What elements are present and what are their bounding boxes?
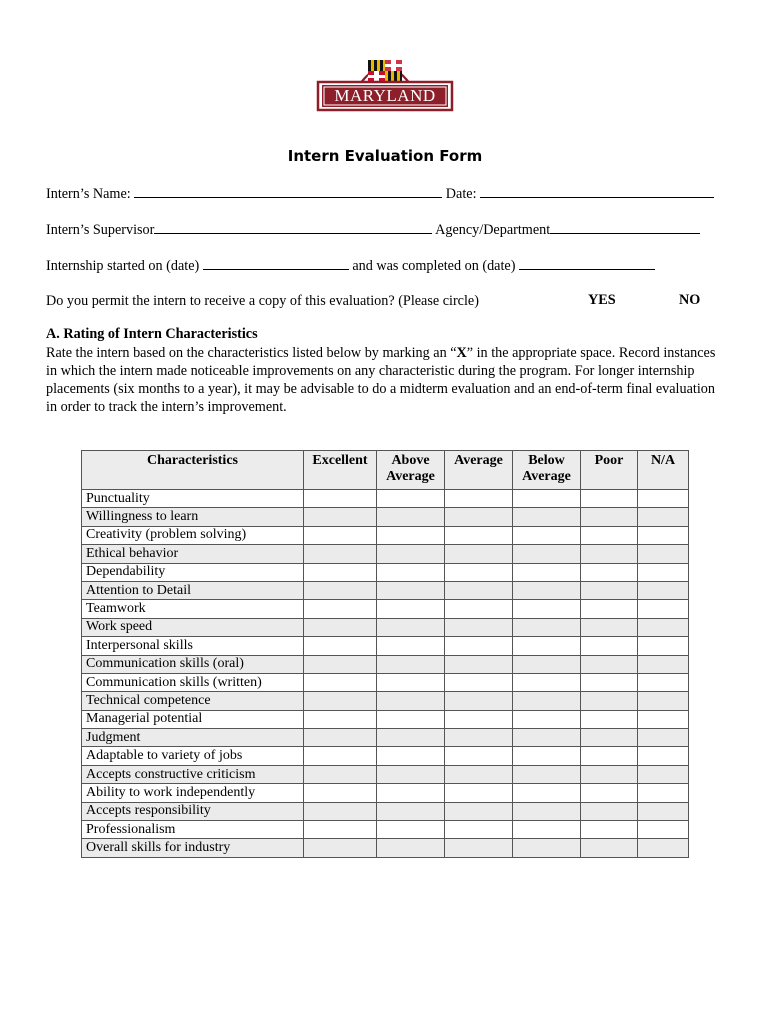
rating-cell-above-average[interactable]: [377, 545, 445, 563]
rating-cell-na[interactable]: [638, 600, 689, 618]
characteristic-label: Adaptable to variety of jobs: [82, 747, 304, 765]
characteristic-label: Judgment: [82, 729, 304, 747]
rating-cell-average[interactable]: [445, 765, 513, 783]
table-row: [82, 747, 689, 765]
characteristic-label: Interpersonal skills: [82, 637, 304, 655]
rating-cell-average[interactable]: [445, 637, 513, 655]
rating-cell-na[interactable]: [638, 692, 689, 710]
rating-cell-below-average[interactable]: [513, 563, 581, 581]
supervisor-field[interactable]: [154, 220, 432, 234]
rating-cell-below-average[interactable]: [513, 673, 581, 691]
rating-cell-poor[interactable]: [581, 747, 638, 765]
characteristic-label: Accepts responsibility: [82, 802, 304, 820]
rating-cell-below-average[interactable]: [513, 508, 581, 526]
rating-cell-below-average[interactable]: [513, 821, 581, 839]
rating-cell-average[interactable]: [445, 618, 513, 636]
completed-label: and was completed on (date): [352, 258, 516, 274]
rating-cell-excellent[interactable]: [304, 637, 377, 655]
supervisor-label: Intern’s Supervisor: [46, 222, 155, 238]
rating-cell-below-average[interactable]: [513, 637, 581, 655]
table-row: [82, 581, 689, 599]
table-row: [82, 821, 689, 839]
rating-cell-above-average[interactable]: [377, 729, 445, 747]
rating-cell-poor[interactable]: [581, 563, 638, 581]
rating-cell-poor[interactable]: [581, 655, 638, 673]
rating-cell-below-average[interactable]: [513, 784, 581, 802]
table-row: [82, 545, 689, 563]
rating-cell-poor[interactable]: [581, 765, 638, 783]
characteristic-label: Willingness to learn: [82, 508, 304, 526]
rating-cell-average[interactable]: [445, 692, 513, 710]
section-a-heading: A. Rating of Intern Characteristics: [46, 326, 258, 342]
started-label: Internship started on (date): [46, 258, 200, 274]
rating-table: [81, 450, 689, 858]
rating-cell-excellent[interactable]: [304, 692, 377, 710]
characteristic-label: Creativity (problem solving): [82, 526, 304, 544]
rating-cell-poor[interactable]: [581, 618, 638, 636]
rating-cell-na[interactable]: [638, 637, 689, 655]
rating-cell-below-average[interactable]: [513, 710, 581, 728]
rating-cell-above-average[interactable]: [377, 526, 445, 544]
rating-cell-below-average[interactable]: [513, 729, 581, 747]
rating-cell-above-average[interactable]: [377, 637, 445, 655]
rating-cell-poor[interactable]: [581, 784, 638, 802]
agency-field[interactable]: [550, 220, 700, 234]
rating-cell-above-average[interactable]: [377, 839, 445, 857]
rating-cell-excellent[interactable]: [304, 765, 377, 783]
rating-cell-below-average[interactable]: [513, 765, 581, 783]
rating-cell-above-average[interactable]: [377, 581, 445, 599]
rating-cell-poor[interactable]: [581, 692, 638, 710]
table-row: [82, 563, 689, 581]
rating-cell-na[interactable]: [638, 655, 689, 673]
characteristic-label: Overall skills for industry: [82, 839, 304, 857]
internship-dates-row: [46, 256, 655, 275]
rating-cell-above-average[interactable]: [377, 490, 445, 508]
rating-cell-above-average[interactable]: [377, 563, 445, 581]
header-average: Average: [445, 451, 513, 490]
rating-cell-poor[interactable]: [581, 673, 638, 691]
logo-text: MARYLAND: [334, 86, 436, 105]
rating-cell-above-average[interactable]: [377, 508, 445, 526]
start-date-field[interactable]: [203, 256, 349, 270]
end-date-field[interactable]: [519, 256, 655, 270]
rating-cell-average[interactable]: [445, 839, 513, 857]
rating-cell-poor[interactable]: [581, 802, 638, 820]
characteristic-label: Dependability: [82, 563, 304, 581]
table-row: [82, 692, 689, 710]
rating-cell-excellent[interactable]: [304, 490, 377, 508]
page-title: Intern Evaluation Form: [287, 147, 483, 165]
instructions-mark: X: [456, 345, 467, 361]
characteristic-label: Work speed: [82, 618, 304, 636]
rating-cell-average[interactable]: [445, 545, 513, 563]
rating-cell-poor[interactable]: [581, 526, 638, 544]
rating-cell-excellent[interactable]: [304, 729, 377, 747]
rating-cell-average[interactable]: [445, 821, 513, 839]
rating-cell-excellent[interactable]: [304, 618, 377, 636]
rating-cell-poor[interactable]: [581, 581, 638, 599]
rating-cell-poor[interactable]: [581, 821, 638, 839]
rating-cell-below-average[interactable]: [513, 581, 581, 599]
rating-cell-poor[interactable]: [581, 600, 638, 618]
rating-cell-above-average[interactable]: [377, 655, 445, 673]
rating-cell-na[interactable]: [638, 563, 689, 581]
rating-cell-average[interactable]: [445, 490, 513, 508]
header-na: N/A: [638, 451, 689, 490]
rating-cell-poor[interactable]: [581, 545, 638, 563]
rating-cell-below-average[interactable]: [513, 839, 581, 857]
rating-cell-below-average[interactable]: [513, 545, 581, 563]
rating-cell-excellent[interactable]: [304, 710, 377, 728]
rating-cell-na[interactable]: [638, 784, 689, 802]
rating-cell-poor[interactable]: [581, 490, 638, 508]
intern-name-label: Intern’s Name:: [46, 186, 131, 202]
characteristic-label: Communication skills (oral): [82, 655, 304, 673]
rating-cell-average[interactable]: [445, 581, 513, 599]
rating-cell-excellent[interactable]: [304, 802, 377, 820]
rating-cell-excellent[interactable]: [304, 821, 377, 839]
rating-cell-excellent[interactable]: [304, 526, 377, 544]
rating-cell-poor[interactable]: [581, 729, 638, 747]
date-label: Date:: [445, 186, 477, 202]
table-row: [82, 729, 689, 747]
rating-cell-below-average[interactable]: [513, 618, 581, 636]
rating-cell-below-average[interactable]: [513, 692, 581, 710]
characteristic-label: Accepts constructive criticism: [82, 765, 304, 783]
rating-cell-above-average[interactable]: [377, 784, 445, 802]
rating-cell-above-average[interactable]: [377, 710, 445, 728]
rating-cell-excellent[interactable]: [304, 545, 377, 563]
table-row: [82, 784, 689, 802]
table-row: [82, 600, 689, 618]
no-option[interactable]: NO: [679, 292, 701, 308]
rating-cell-average[interactable]: [445, 600, 513, 618]
rating-cell-above-average[interactable]: [377, 673, 445, 691]
rating-cell-poor[interactable]: [581, 710, 638, 728]
rating-cell-na[interactable]: [638, 765, 689, 783]
rating-cell-average[interactable]: [445, 747, 513, 765]
rating-cell-below-average[interactable]: [513, 802, 581, 820]
rating-cell-na[interactable]: [638, 821, 689, 839]
header-characteristics: Characteristics: [82, 451, 304, 490]
rating-cell-average[interactable]: [445, 802, 513, 820]
rating-cell-average[interactable]: [445, 563, 513, 581]
table-row: [82, 673, 689, 691]
rating-cell-na[interactable]: [638, 673, 689, 691]
rating-cell-excellent[interactable]: [304, 600, 377, 618]
section-a-instructions: [46, 344, 716, 416]
intern-name-field[interactable]: [134, 184, 442, 198]
rating-cell-average[interactable]: [445, 729, 513, 747]
rating-cell-average[interactable]: [445, 710, 513, 728]
table-row: [82, 618, 689, 636]
rating-cell-na[interactable]: [638, 545, 689, 563]
table-row: [82, 655, 689, 673]
rating-cell-excellent[interactable]: [304, 563, 377, 581]
characteristic-label: Teamwork: [82, 600, 304, 618]
characteristic-label: Communication skills (written): [82, 673, 304, 691]
rating-cell-excellent[interactable]: [304, 508, 377, 526]
rating-cell-na[interactable]: [638, 526, 689, 544]
rating-cell-na[interactable]: [638, 581, 689, 599]
rating-cell-poor[interactable]: [581, 637, 638, 655]
rating-cell-below-average[interactable]: [513, 600, 581, 618]
header-excellent: Excellent: [304, 451, 377, 490]
permit-question: Do you permit the intern to receive a copy of this evaluation? (Please circle): [46, 293, 479, 309]
rating-cell-na[interactable]: [638, 490, 689, 508]
rating-cell-na[interactable]: [638, 618, 689, 636]
rating-cell-average[interactable]: [445, 526, 513, 544]
rating-cell-above-average[interactable]: [377, 692, 445, 710]
rating-cell-na[interactable]: [638, 839, 689, 857]
table-row: [82, 710, 689, 728]
rating-cell-below-average[interactable]: [513, 490, 581, 508]
rating-cell-above-average[interactable]: [377, 600, 445, 618]
rating-cell-average[interactable]: [445, 784, 513, 802]
rating-cell-below-average[interactable]: [513, 526, 581, 544]
rating-cell-excellent[interactable]: [304, 673, 377, 691]
rating-cell-above-average[interactable]: [377, 821, 445, 839]
table-row: [82, 526, 689, 544]
table-row: [82, 490, 689, 508]
rating-cell-above-average[interactable]: [377, 802, 445, 820]
rating-cell-poor[interactable]: [581, 839, 638, 857]
instructions-part-2: ” in the appropriate space. Record instances in which the intern made noticeable improvements on any characteristic during the program. For longer internship placements (six months to a year), it may be advisable to do a midterm evaluation and an end-of-term final evaluation in order to track the intern’s improvement.: [46, 345, 716, 415]
rating-cell-excellent[interactable]: [304, 655, 377, 673]
table-row: [82, 508, 689, 526]
table-header-row: [82, 451, 689, 490]
rating-cell-excellent[interactable]: [304, 747, 377, 765]
characteristic-label: Attention to Detail: [82, 581, 304, 599]
rating-cell-excellent[interactable]: [304, 784, 377, 802]
table-row: [82, 765, 689, 783]
table-row: [82, 839, 689, 857]
table-row: [82, 802, 689, 820]
rating-cell-average[interactable]: [445, 673, 513, 691]
rating-cell-above-average[interactable]: [377, 747, 445, 765]
table-row: [82, 637, 689, 655]
maryland-logo: [316, 52, 454, 112]
rating-cell-excellent[interactable]: [304, 581, 377, 599]
rating-cell-below-average[interactable]: [513, 747, 581, 765]
intern-name-row: [46, 184, 714, 203]
rating-cell-above-average[interactable]: [377, 765, 445, 783]
rating-cell-na[interactable]: [638, 508, 689, 526]
characteristic-label: Ability to work independently: [82, 784, 304, 802]
characteristic-label: Professionalism: [82, 821, 304, 839]
rating-cell-poor[interactable]: [581, 508, 638, 526]
rating-cell-above-average[interactable]: [377, 618, 445, 636]
agency-label: Agency/Department: [435, 222, 551, 238]
instructions-part-1: Rate the intern based on the characteristics listed below by marking an “: [46, 345, 457, 361]
rating-cell-na[interactable]: [638, 802, 689, 820]
rating-cell-average[interactable]: [445, 655, 513, 673]
header-below-average: Below Average: [513, 451, 581, 490]
rating-cell-below-average[interactable]: [513, 655, 581, 673]
rating-cell-average[interactable]: [445, 508, 513, 526]
rating-cell-na[interactable]: [638, 747, 689, 765]
characteristic-label: Managerial potential: [82, 710, 304, 728]
rating-cell-excellent[interactable]: [304, 839, 377, 857]
characteristic-label: Technical competence: [82, 692, 304, 710]
rating-cell-na[interactable]: [638, 710, 689, 728]
characteristic-label: Punctuality: [82, 490, 304, 508]
yes-option[interactable]: YES: [588, 292, 616, 308]
characteristic-label: Ethical behavior: [82, 545, 304, 563]
header-poor: Poor: [581, 451, 638, 490]
header-above-average: Above Average: [377, 451, 445, 490]
supervisor-row: [46, 220, 700, 239]
rating-cell-na[interactable]: [638, 729, 689, 747]
date-field[interactable]: [480, 184, 714, 198]
